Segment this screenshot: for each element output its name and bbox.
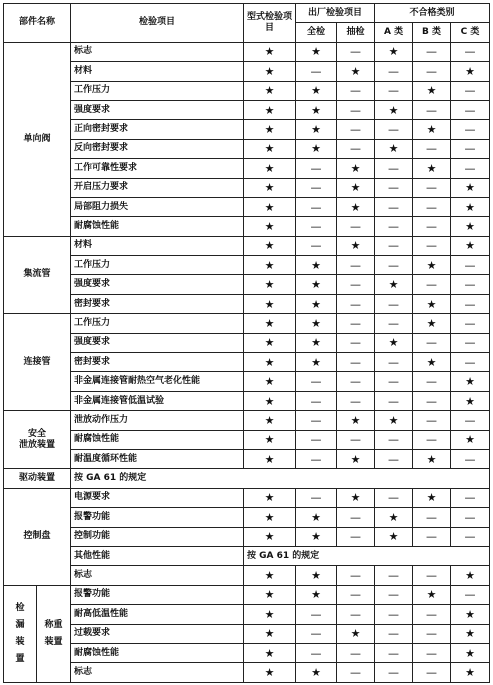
dash-mark: — <box>451 100 490 119</box>
dash-mark: — <box>375 372 413 391</box>
header-sample: 抽检 <box>337 23 375 42</box>
star-mark: ★ <box>413 314 451 333</box>
star-mark: ★ <box>244 585 296 604</box>
dash-mark: — <box>413 411 451 430</box>
inspection-item: 耐腐蚀性能 <box>71 643 244 662</box>
dash-mark: — <box>413 236 451 255</box>
inspection-item: 过载要求 <box>71 624 244 643</box>
table-row <box>4 411 490 430</box>
sub-part-name <box>37 585 71 682</box>
star-mark: ★ <box>451 236 490 255</box>
star-mark: ★ <box>413 81 451 100</box>
dash-mark: — <box>375 663 413 682</box>
dash-mark: — <box>451 333 490 352</box>
header-b: B 类 <box>413 23 451 42</box>
dash-mark: — <box>413 197 451 216</box>
spec-reference: 按 GA 61 的规定 <box>244 546 490 565</box>
header-type-test: 型式检验项目 <box>244 4 296 43</box>
star-mark: ★ <box>296 353 337 372</box>
inspection-item: 工作压力 <box>71 256 244 275</box>
dash-mark: — <box>375 566 413 585</box>
star-mark: ★ <box>296 139 337 158</box>
star-mark: ★ <box>244 605 296 624</box>
dash-mark: — <box>296 62 337 81</box>
dash-mark: — <box>451 42 490 61</box>
star-mark: ★ <box>296 527 337 546</box>
dash-mark: — <box>451 159 490 178</box>
dash-mark: — <box>413 275 451 294</box>
star-mark: ★ <box>451 62 490 81</box>
dash-mark: — <box>296 217 337 236</box>
dash-mark: — <box>375 81 413 100</box>
table-row <box>4 159 490 178</box>
dash-mark: — <box>296 197 337 216</box>
dash-mark: — <box>413 566 451 585</box>
dash-mark: — <box>413 391 451 410</box>
star-mark: ★ <box>244 139 296 158</box>
dash-mark: — <box>413 178 451 197</box>
spec-reference: 按 GA 61 的规定 <box>71 469 490 488</box>
dash-mark: — <box>296 643 337 662</box>
inspection-item: 密封要求 <box>71 353 244 372</box>
star-mark: ★ <box>244 294 296 313</box>
dash-mark: — <box>375 62 413 81</box>
star-mark: ★ <box>244 159 296 178</box>
dash-mark: — <box>337 139 375 158</box>
dash-mark: — <box>337 120 375 139</box>
header-factory: 出厂检验项目 <box>296 4 375 23</box>
star-mark: ★ <box>296 275 337 294</box>
inspection-table <box>3 3 490 683</box>
table-row <box>4 100 490 119</box>
part-name: 连接管 <box>4 314 71 411</box>
part-name <box>4 585 37 682</box>
star-mark: ★ <box>413 449 451 468</box>
dash-mark: — <box>296 488 337 507</box>
dash-mark: — <box>451 256 490 275</box>
inspection-item: 泄放动作压力 <box>71 411 244 430</box>
star-mark: ★ <box>244 81 296 100</box>
header-part: 部件名称 <box>4 4 71 43</box>
table-row <box>4 197 490 216</box>
table-row <box>4 314 490 333</box>
inspection-item: 标志 <box>71 42 244 61</box>
star-mark: ★ <box>413 488 451 507</box>
dash-mark: — <box>375 353 413 372</box>
inspection-item: 控制功能 <box>71 527 244 546</box>
inspection-item: 强度要求 <box>71 275 244 294</box>
star-mark: ★ <box>451 566 490 585</box>
dash-mark: — <box>413 217 451 236</box>
inspection-item: 开启压力要求 <box>71 178 244 197</box>
part-name: 驱动装置 <box>4 469 71 488</box>
dash-mark: — <box>337 294 375 313</box>
table-row <box>4 527 490 546</box>
inspection-item: 标志 <box>71 663 244 682</box>
inspection-item: 强度要求 <box>71 333 244 352</box>
header-item: 检验项目 <box>71 4 244 43</box>
table-row <box>4 236 490 255</box>
table-row <box>4 624 490 643</box>
table-row <box>4 372 490 391</box>
star-mark: ★ <box>451 372 490 391</box>
dash-mark: — <box>413 663 451 682</box>
dash-mark: — <box>413 508 451 527</box>
inspection-item: 标志 <box>71 566 244 585</box>
dash-mark: — <box>413 430 451 449</box>
dash-mark: — <box>337 314 375 333</box>
part-name: 单向阀 <box>4 42 71 236</box>
dash-mark: — <box>296 159 337 178</box>
star-mark: ★ <box>337 411 375 430</box>
star-mark: ★ <box>337 624 375 643</box>
star-mark: ★ <box>451 430 490 449</box>
table-row <box>4 585 490 604</box>
inspection-item: 耐腐蚀性能 <box>71 430 244 449</box>
dash-mark: — <box>296 605 337 624</box>
table-row <box>4 333 490 352</box>
star-mark: ★ <box>244 120 296 139</box>
inspection-item: 其他性能 <box>71 546 244 565</box>
dash-mark: — <box>337 333 375 352</box>
inspection-item: 局部阻力损失 <box>71 197 244 216</box>
dash-mark: — <box>337 605 375 624</box>
dash-mark: — <box>451 508 490 527</box>
inspection-item: 非金属连接管低温试验 <box>71 391 244 410</box>
dash-mark: — <box>337 256 375 275</box>
dash-mark: — <box>451 294 490 313</box>
sub-part-name-text: 称重 装置 <box>44 619 63 647</box>
star-mark: ★ <box>451 217 490 236</box>
part-name: 安全 泄放装置 <box>4 411 71 469</box>
star-mark: ★ <box>451 643 490 662</box>
dash-mark: — <box>375 643 413 662</box>
dash-mark: — <box>451 81 490 100</box>
dash-mark: — <box>337 391 375 410</box>
inspection-item: 材料 <box>71 62 244 81</box>
part-name-text: 检 漏 装 置 <box>15 602 25 664</box>
dash-mark: — <box>337 527 375 546</box>
star-mark: ★ <box>375 508 413 527</box>
star-mark: ★ <box>413 120 451 139</box>
inspection-item: 非金属连接管耐热空气老化性能 <box>71 372 244 391</box>
dash-mark: — <box>337 663 375 682</box>
dash-mark: — <box>337 566 375 585</box>
dash-mark: — <box>451 139 490 158</box>
table-row <box>4 663 490 682</box>
table-row <box>4 42 490 61</box>
dash-mark: — <box>375 159 413 178</box>
star-mark: ★ <box>375 139 413 158</box>
star-mark: ★ <box>296 294 337 313</box>
inspection-item: 电源要求 <box>71 488 244 507</box>
star-mark: ★ <box>296 585 337 604</box>
dash-mark: — <box>375 624 413 643</box>
table-row <box>4 139 490 158</box>
star-mark: ★ <box>296 508 337 527</box>
star-mark: ★ <box>244 411 296 430</box>
dash-mark: — <box>337 585 375 604</box>
dash-mark: — <box>413 643 451 662</box>
dash-mark: — <box>296 178 337 197</box>
star-mark: ★ <box>337 62 375 81</box>
table-row <box>4 120 490 139</box>
inspection-item: 正向密封要求 <box>71 120 244 139</box>
dash-mark: — <box>451 120 490 139</box>
table-row <box>4 643 490 662</box>
table-row <box>4 391 490 410</box>
table-row <box>4 353 490 372</box>
dash-mark: — <box>375 488 413 507</box>
table-body <box>4 42 490 682</box>
star-mark: ★ <box>337 236 375 255</box>
star-mark: ★ <box>375 42 413 61</box>
dash-mark: — <box>337 508 375 527</box>
star-mark: ★ <box>413 353 451 372</box>
star-mark: ★ <box>413 585 451 604</box>
table-row <box>4 256 490 275</box>
dash-mark: — <box>375 236 413 255</box>
star-mark: ★ <box>413 159 451 178</box>
star-mark: ★ <box>375 333 413 352</box>
table-row <box>4 294 490 313</box>
star-mark: ★ <box>337 159 375 178</box>
star-mark: ★ <box>296 256 337 275</box>
star-mark: ★ <box>451 197 490 216</box>
dash-mark: — <box>296 430 337 449</box>
inspection-item: 报警功能 <box>71 585 244 604</box>
star-mark: ★ <box>244 566 296 585</box>
table-row <box>4 81 490 100</box>
star-mark: ★ <box>244 643 296 662</box>
inspection-item: 材料 <box>71 236 244 255</box>
dash-mark: — <box>375 217 413 236</box>
star-mark: ★ <box>244 62 296 81</box>
star-mark: ★ <box>375 275 413 294</box>
table-row <box>4 546 490 565</box>
dash-mark: — <box>375 197 413 216</box>
inspection-item: 报警功能 <box>71 508 244 527</box>
table-row <box>4 217 490 236</box>
dash-mark: — <box>375 449 413 468</box>
dash-mark: — <box>337 643 375 662</box>
dash-mark: — <box>413 333 451 352</box>
dash-mark: — <box>451 314 490 333</box>
star-mark: ★ <box>244 256 296 275</box>
dash-mark: — <box>451 411 490 430</box>
table-row <box>4 469 490 488</box>
dash-mark: — <box>375 178 413 197</box>
star-mark: ★ <box>296 333 337 352</box>
table-row <box>4 275 490 294</box>
star-mark: ★ <box>413 294 451 313</box>
dash-mark: — <box>375 391 413 410</box>
dash-mark: — <box>413 605 451 624</box>
dash-mark: — <box>337 81 375 100</box>
dash-mark: — <box>413 100 451 119</box>
star-mark: ★ <box>296 100 337 119</box>
dash-mark: — <box>337 217 375 236</box>
star-mark: ★ <box>244 217 296 236</box>
dash-mark: — <box>451 275 490 294</box>
inspection-item: 耐腐蚀性能 <box>71 217 244 236</box>
table-row <box>4 605 490 624</box>
inspection-item: 密封要求 <box>71 294 244 313</box>
star-mark: ★ <box>244 449 296 468</box>
table-row <box>4 430 490 449</box>
dash-mark: — <box>413 624 451 643</box>
dash-mark: — <box>337 430 375 449</box>
dash-mark: — <box>451 527 490 546</box>
inspection-item: 工作压力 <box>71 81 244 100</box>
header-a: A 类 <box>375 23 413 42</box>
star-mark: ★ <box>244 663 296 682</box>
star-mark: ★ <box>451 178 490 197</box>
star-mark: ★ <box>244 100 296 119</box>
star-mark: ★ <box>244 372 296 391</box>
star-mark: ★ <box>375 411 413 430</box>
dash-mark: — <box>413 62 451 81</box>
part-name: 控制盘 <box>4 488 71 585</box>
dash-mark: — <box>375 120 413 139</box>
star-mark: ★ <box>337 197 375 216</box>
star-mark: ★ <box>451 624 490 643</box>
star-mark: ★ <box>244 391 296 410</box>
dash-mark: — <box>337 275 375 294</box>
star-mark: ★ <box>244 624 296 643</box>
star-mark: ★ <box>296 120 337 139</box>
dash-mark: — <box>413 527 451 546</box>
star-mark: ★ <box>244 236 296 255</box>
table-row <box>4 178 490 197</box>
star-mark: ★ <box>244 527 296 546</box>
table-row <box>4 449 490 468</box>
header-c: C 类 <box>451 23 490 42</box>
star-mark: ★ <box>244 178 296 197</box>
dash-mark: — <box>337 42 375 61</box>
star-mark: ★ <box>244 488 296 507</box>
dash-mark: — <box>296 449 337 468</box>
star-mark: ★ <box>296 663 337 682</box>
dash-mark: — <box>375 430 413 449</box>
header-nonconform: 不合格类别 <box>375 4 490 23</box>
dash-mark: — <box>451 449 490 468</box>
dash-mark: — <box>296 391 337 410</box>
star-mark: ★ <box>296 566 337 585</box>
dash-mark: — <box>337 100 375 119</box>
star-mark: ★ <box>244 314 296 333</box>
star-mark: ★ <box>244 197 296 216</box>
star-mark: ★ <box>296 314 337 333</box>
dash-mark: — <box>296 624 337 643</box>
dash-mark: — <box>451 488 490 507</box>
inspection-item: 耐高低温性能 <box>71 605 244 624</box>
dash-mark: — <box>451 585 490 604</box>
star-mark: ★ <box>451 663 490 682</box>
part-name: 集流管 <box>4 236 71 314</box>
star-mark: ★ <box>451 391 490 410</box>
dash-mark: — <box>451 353 490 372</box>
dash-mark: — <box>375 294 413 313</box>
dash-mark: — <box>413 42 451 61</box>
star-mark: ★ <box>375 100 413 119</box>
dash-mark: — <box>375 585 413 604</box>
inspection-item: 工作可靠性要求 <box>71 159 244 178</box>
table-row <box>4 488 490 507</box>
dash-mark: — <box>337 372 375 391</box>
star-mark: ★ <box>244 353 296 372</box>
star-mark: ★ <box>244 275 296 294</box>
dash-mark: — <box>337 353 375 372</box>
table-row <box>4 508 490 527</box>
dash-mark: — <box>296 236 337 255</box>
star-mark: ★ <box>296 81 337 100</box>
star-mark: ★ <box>244 430 296 449</box>
dash-mark: — <box>375 256 413 275</box>
inspection-item: 强度要求 <box>71 100 244 119</box>
star-mark: ★ <box>451 605 490 624</box>
table-row <box>4 566 490 585</box>
header-full: 全检 <box>296 23 337 42</box>
star-mark: ★ <box>244 42 296 61</box>
inspection-item: 耐温度循环性能 <box>71 449 244 468</box>
star-mark: ★ <box>375 527 413 546</box>
inspection-item: 反向密封要求 <box>71 139 244 158</box>
dash-mark: — <box>413 139 451 158</box>
dash-mark: — <box>296 372 337 391</box>
dash-mark: — <box>375 605 413 624</box>
star-mark: ★ <box>296 42 337 61</box>
dash-mark: — <box>413 372 451 391</box>
star-mark: ★ <box>244 508 296 527</box>
dash-mark: — <box>375 314 413 333</box>
star-mark: ★ <box>337 488 375 507</box>
table-row <box>4 62 490 81</box>
dash-mark: — <box>296 411 337 430</box>
inspection-item: 工作压力 <box>71 314 244 333</box>
star-mark: ★ <box>244 333 296 352</box>
star-mark: ★ <box>413 256 451 275</box>
star-mark: ★ <box>337 178 375 197</box>
star-mark: ★ <box>337 449 375 468</box>
